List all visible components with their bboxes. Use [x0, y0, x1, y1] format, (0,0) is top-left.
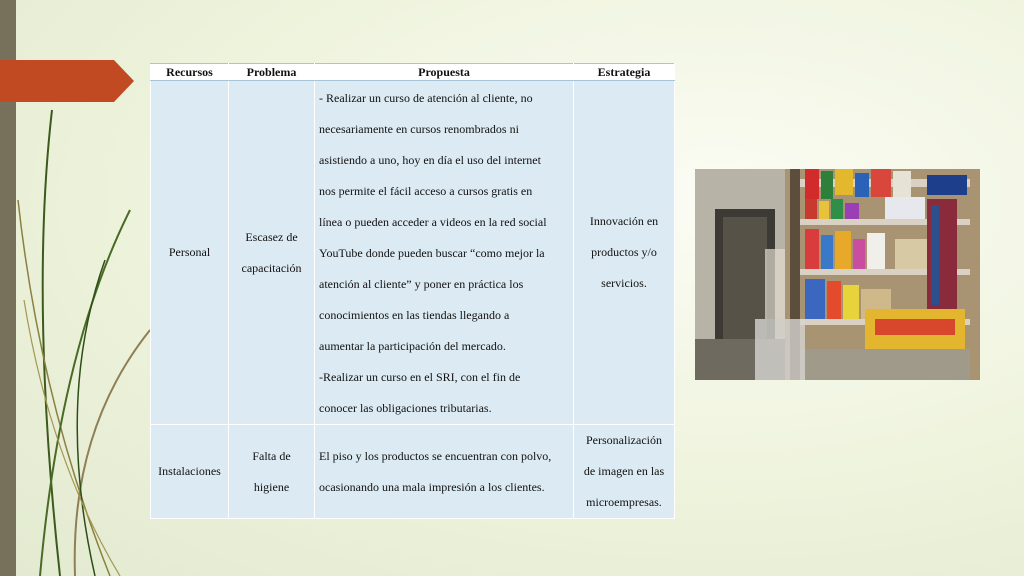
propuesta-line: conocer las obligaciones tributarias. [319, 401, 492, 415]
propuesta-line: El piso y los productos se encuentran con polvo, [319, 448, 552, 463]
estrategia-line: Innovación en [589, 214, 659, 228]
propuesta-line: conocimientos en las tiendas llegando a [319, 308, 510, 322]
propuesta-line: ocasionando una mala impresión a los clientes. [319, 479, 545, 494]
estrategia-line: microempresas. [586, 495, 662, 509]
propuesta-line: nos permite el fácil acceso a cursos gratis en [319, 184, 533, 198]
propuesta-line: aumentar la participación del mercado. [319, 339, 506, 353]
store-photo [695, 169, 980, 380]
table-header-row [151, 64, 675, 81]
propuesta-line: YouTube donde pueden buscar “como mejor la [319, 246, 545, 260]
propuesta-line: -Realizar un curso en el SRI, con el fin de [319, 370, 521, 384]
estrategia-line: de imagen en las [583, 464, 665, 478]
cell-propuesta [315, 81, 574, 425]
cell-propuesta [315, 425, 574, 519]
cell-problema [229, 81, 315, 425]
table-row [151, 81, 675, 425]
cell-estrategia [574, 81, 675, 425]
cell-estrategia [574, 425, 675, 519]
table-row [151, 425, 675, 519]
problema-line: Falta de [252, 448, 291, 463]
cell-recurso [151, 425, 229, 519]
cell-problema [229, 425, 315, 519]
header-propuesta: Propuesta [315, 64, 574, 81]
header-recursos: Recursos [151, 64, 229, 81]
header-problema: Problema [229, 64, 315, 81]
propuesta-line: - Realizar un curso de atención al cliente, no [319, 91, 533, 105]
propuesta-line: atención al cliente” y poner en práctica los [319, 277, 524, 291]
recurso-text: Personal [168, 245, 211, 259]
cell-recurso [151, 81, 229, 425]
store-photo-illustration [695, 169, 980, 380]
propuesta-line: asistiendo a uno, hoy en día el uso del internet [319, 153, 541, 167]
estrategia-line: servicios. [601, 276, 647, 290]
strategy-table [150, 63, 675, 519]
recurso-text: Instalaciones [158, 464, 221, 478]
problema-line: higiene [253, 479, 290, 494]
estrategia-line: productos y/o [591, 245, 657, 259]
estrategia-line: Personalización [586, 433, 662, 447]
header-estrategia: Estrategia [574, 64, 675, 81]
propuesta-line: línea o pueden acceder a videos en la red social [319, 215, 547, 229]
problema-line: capacitación [241, 260, 302, 275]
propuesta-line: necesariamente en cursos renombrados ni [319, 122, 519, 136]
problema-line: Escasez de [245, 229, 298, 244]
